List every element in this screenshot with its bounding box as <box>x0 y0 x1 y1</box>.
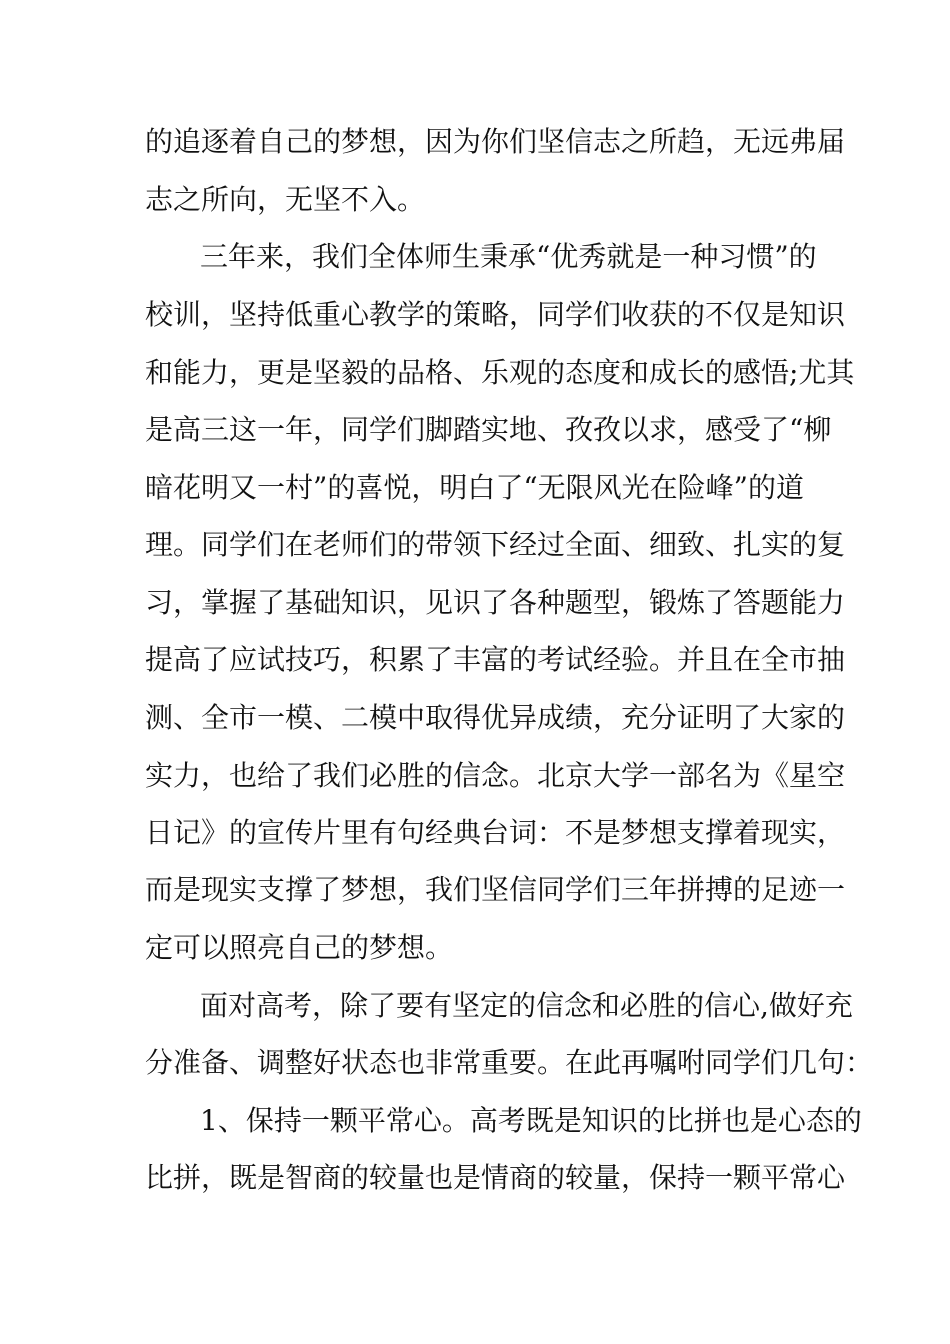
text-line: 志之所向，无坚不入。 <box>145 183 426 216</box>
paragraph-start-line: 1、保持一颗平常心。高考既是知识的比拼也是心态的 <box>200 1104 862 1137</box>
text-line: 习，掌握了基础知识，见识了各种题型，锻炼了答题能力 <box>145 586 846 619</box>
text-line: 而是现实支撑了梦想，我们坚信同学们三年拼搏的足迹一 <box>145 873 846 906</box>
text-line: 是高三这一年，同学们脚踏实地、孜孜以求，感受了“柳 <box>145 413 832 446</box>
text-line: 理。同学们在老师们的带领下经过全面、细致、扎实的复 <box>145 528 846 561</box>
text-line: 校训，坚持低重心教学的策略，同学们收获的不仅是知识 <box>145 298 846 331</box>
text-line: 测、全市一模、二模中取得优异成绩，充分证明了大家的 <box>145 701 846 734</box>
text-line: 比拼，既是智商的较量也是情商的较量，保持一颗平常心 <box>145 1161 846 1194</box>
text-line: 分准备、调整好状态也非常重要。在此再嘱咐同学们几句： <box>145 1046 874 1079</box>
text-line: 和能力，更是坚毅的品格、乐观的态度和成长的感悟;尤其 <box>145 356 855 389</box>
paragraph-start-line: 三年来，我们全体师生秉承“优秀就是一种习惯”的 <box>200 240 817 273</box>
paragraph-start-line: 面对高考，除了要有坚定的信念和必胜的信心,做好充 <box>200 989 853 1022</box>
text-line: 日记》的宣传片里有句经典台词：不是梦想支撑着现实， <box>145 816 846 849</box>
text-line: 暗花明又一村”的喜悦，明白了“无限风光在险峰”的道 <box>145 471 804 504</box>
text-line: 的追逐着自己的梦想，因为你们坚信志之所趋，无远弗届 <box>145 125 846 158</box>
text-line: 提高了应试技巧，积累了丰富的考试经验。并且在全市抽 <box>145 643 846 676</box>
text-line: 定可以照亮自己的梦想。 <box>145 931 454 964</box>
text-line: 实力，也给了我们必胜的信念。北京大学一部名为《星空 <box>145 759 846 792</box>
